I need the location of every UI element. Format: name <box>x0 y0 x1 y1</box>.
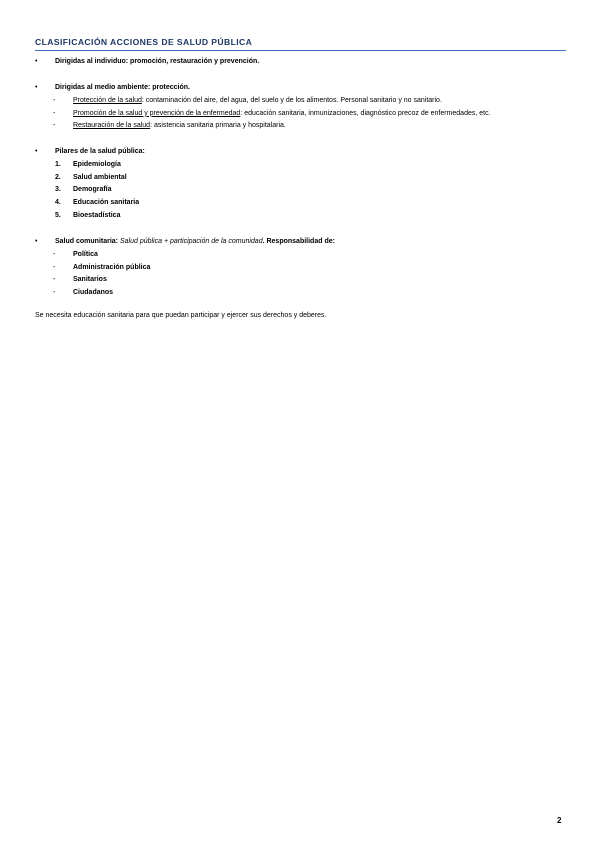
bullet-marker: • <box>35 148 38 155</box>
dash-marker: - <box>53 263 56 271</box>
item-text: Educación sanitaria <box>73 199 140 207</box>
dash-marker: - <box>53 276 56 284</box>
item-number: 1. <box>55 160 61 168</box>
item-after: . Responsabilidad de: <box>262 238 335 245</box>
dash-marker: - <box>53 250 56 258</box>
sub-item <box>35 249 575 262</box>
numbered-item <box>35 197 575 210</box>
sub-item <box>35 120 575 133</box>
dash-marker: - <box>53 122 56 130</box>
sub-item-text: Administración pública <box>73 263 151 271</box>
dash-marker: - <box>53 289 56 297</box>
dash-marker: - <box>53 109 56 117</box>
sub-item-text: Política <box>73 250 98 258</box>
sub-item <box>35 262 575 275</box>
item-label: Salud comunitaria: <box>55 238 120 245</box>
bullet-list-item-environment <box>35 82 575 133</box>
page-number: 2 <box>557 816 562 825</box>
sub-item-term: Promoción de la salud y prevención de la enfermedad <box>73 109 241 117</box>
sub-item-text: : asistencia sanitaria primaria y hospitalaria. <box>150 122 286 130</box>
item-text: Bioestadística <box>73 211 121 219</box>
item-title: Dirigidas al medio ambiente: protección. <box>55 84 190 91</box>
sub-item <box>35 108 575 121</box>
item-formula: Salud pública + participación de la comunidad <box>119 238 263 245</box>
bullet-list-item-community <box>35 236 575 300</box>
bullet-list-item-individual <box>35 56 575 69</box>
item-text: Dirigidas al individuo: promoción, restauración y prevención. <box>55 58 260 65</box>
sub-item <box>35 95 575 108</box>
numbered-item <box>35 172 575 185</box>
closing-paragraph: Se necesita educación sanitaria para que puedan participar y ejercer sus derechos y deberes. <box>35 312 327 319</box>
sub-item-term: Protección de la salud <box>73 96 142 104</box>
sub-item-text: : educación sanitaria, inmunizaciones, diagnóstico precoz de enfermedades, etc. <box>240 109 491 117</box>
sub-item-text: Ciudadanos <box>73 289 114 297</box>
item-number: 3. <box>55 186 61 194</box>
numbered-item <box>35 159 575 172</box>
dash-marker: - <box>53 96 56 104</box>
item-number: 5. <box>55 211 61 219</box>
numbered-item <box>35 184 575 197</box>
sub-item-term: Restauración de la salud <box>73 122 151 130</box>
item-number: 2. <box>55 173 61 181</box>
item-number: 4. <box>55 199 61 207</box>
sub-item-text: Sanitarios <box>73 276 107 284</box>
item-title: Pilares de la salud pública: <box>55 148 145 155</box>
sub-item <box>35 287 575 300</box>
item-text: Salud ambiental <box>73 173 127 181</box>
numbered-item <box>35 210 575 223</box>
bullet-list-item-pillars <box>35 146 575 223</box>
bullet-marker: • <box>35 238 38 245</box>
sub-item <box>35 274 575 287</box>
bullet-marker: • <box>35 58 38 65</box>
section-heading: CLASIFICACIÓN ACCIONES DE SALUD PÚBLICA <box>35 37 566 51</box>
item-text: Demografía <box>73 186 112 194</box>
bullet-marker: • <box>35 84 38 91</box>
item-text: Epidemiología <box>73 160 121 168</box>
sub-item-text: : contaminación del aire, del agua, del suelo y de los alimentos. Personal sanitario y no sanitario. <box>141 96 442 104</box>
